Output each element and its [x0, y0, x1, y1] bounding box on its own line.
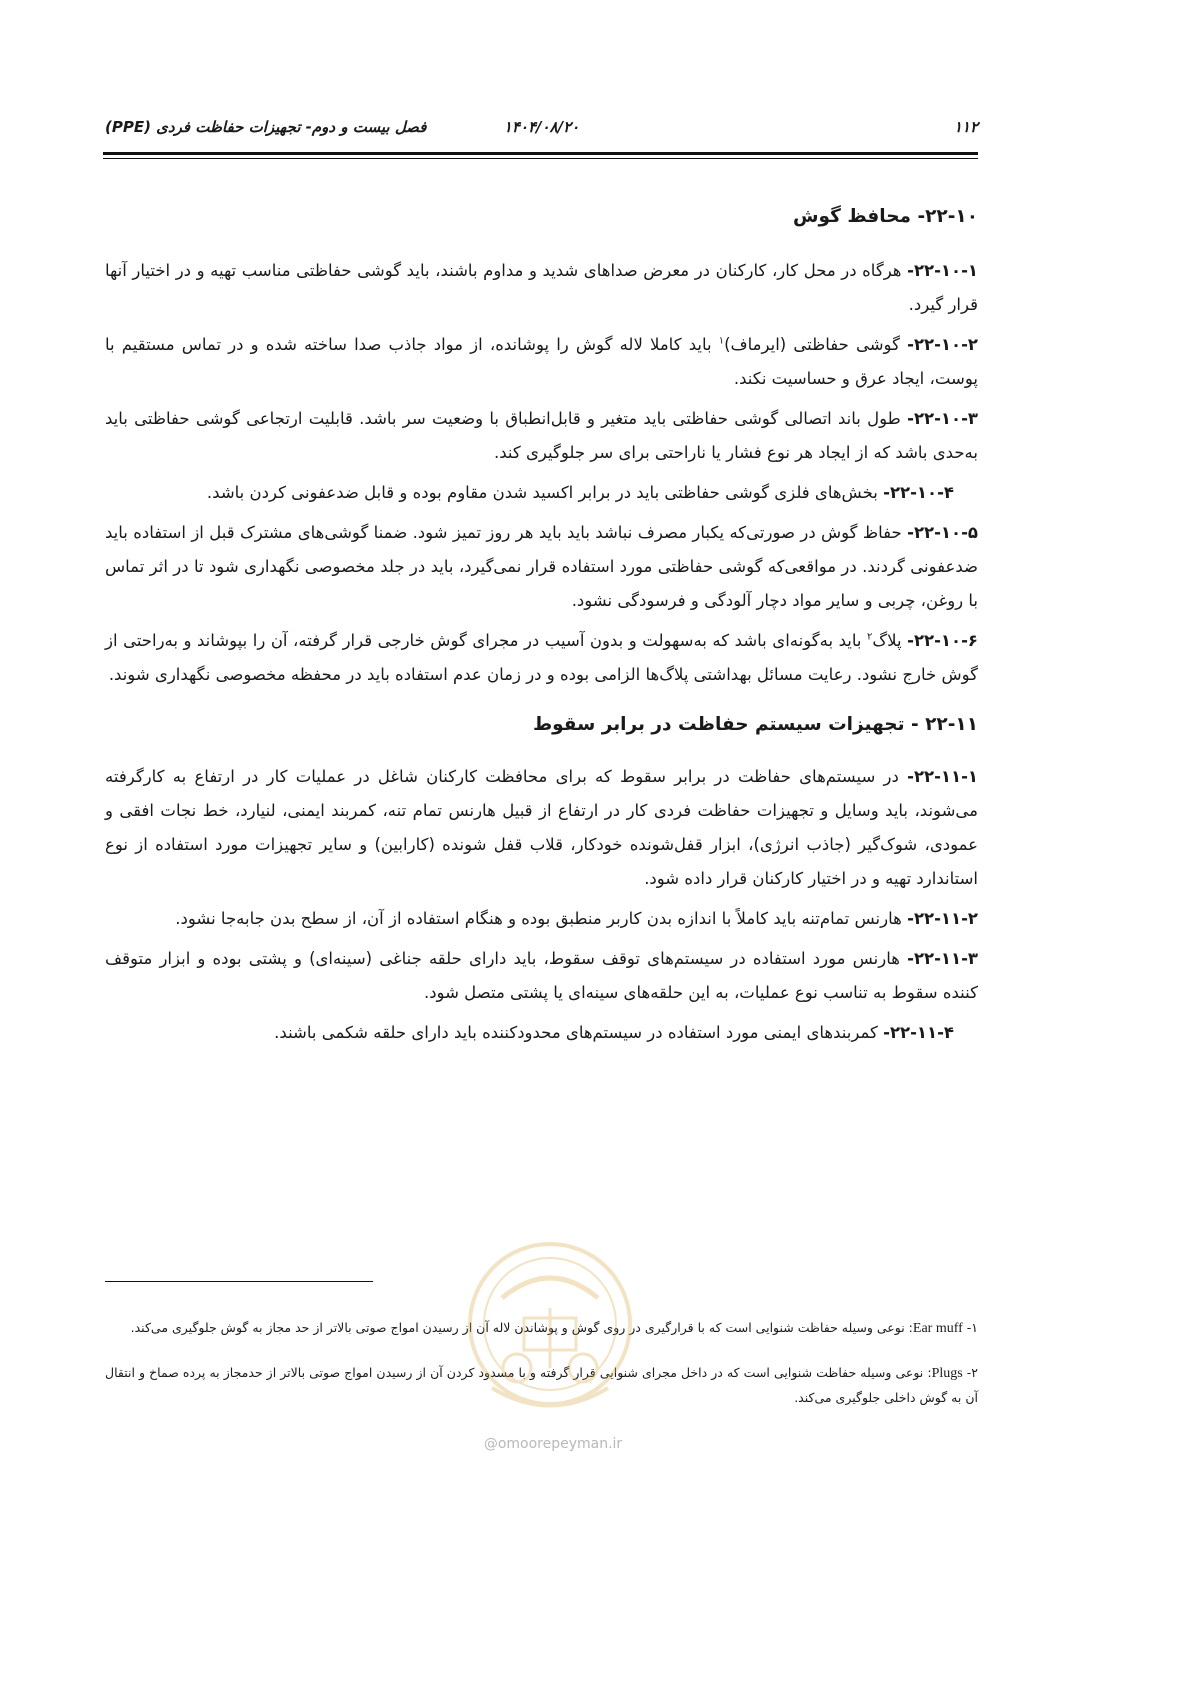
clause-number: ۲۲-۱۰-۳-: [907, 409, 978, 428]
section-heading-fall-protection: ۲۲-۱۱ - تجهیزات سیستم حفاظت در برابر سقوط: [532, 714, 978, 735]
watermark-url: @omoorepeyman.ir: [483, 1436, 623, 1452]
clause-number: ۲۲-۱۰-۶-: [907, 631, 978, 650]
document-body: [105, 200, 978, 1056]
footnote-ref-1[interactable]: ۱: [718, 335, 725, 347]
paragraph-22-10-6: [105, 624, 978, 692]
clause-number: ۲۲-۱۰-۲-: [907, 335, 978, 354]
clause-number: ۲۲-۱۱-۴-: [883, 1023, 954, 1042]
clause-text: هرگاه در محل کار، کارکنان در معرض صداهای شدید و مداوم باشند، باید گوشی حفاظتی مناسب تهیه و در اختیار آنها قرار گیرد.: [105, 261, 978, 314]
clause-number: ۲۲-۱۱-۲-: [907, 909, 978, 928]
clause-text: باید کاملا لاله گوش را پوشانده، از مواد جاذب صدا ساخته شده و در تماس مستقیم با پوست، ایجاد عرق و حساسیت نکند.: [105, 335, 978, 388]
page-header: [105, 118, 978, 140]
clause-number: ۲۲-۱۰-۵-: [907, 523, 978, 542]
clause-text: بخش‌های فلزی گوشی حفاظتی باید در برابر اکسید شدن مقاوم بوده و قابل ضدعفونی کردن باشد.: [206, 483, 884, 502]
footnote-term: Ear muff: [912, 1321, 963, 1336]
header-rule-thin: [103, 158, 978, 159]
clause-text: کمربندهای ایمنی مورد استفاده در سیستم‌های محدودکننده باید دارای حلقه شکمی باشند.: [274, 1023, 884, 1042]
footnote-marker: ۲-: [966, 1365, 978, 1380]
footnote-text: : نوعی وسیله حفاظت شنوایی است که در داخل مجرای شنوایی قرار گرفته و با مسدود کردن آن از رسیدن امواج صوتی بالاتر از حدمجاز به پرده صماخ و انتقال آن به گوش داخلی جلوگیری می‌کند.: [105, 1365, 978, 1405]
footnote-term: Plugs: [931, 1366, 963, 1381]
paragraph-22-10-2: [105, 328, 978, 396]
clause-text: طول باند اتصالی گوشی حفاظتی باید متغیر و قابل‌انطباق با وضعیت سر باشد. قابلیت ارتجاعی گوشی حفاظتی باید به‌حدی باشد که از ایجاد هر نوع فشار یا ناراحتی برای سر جلوگیری کند.: [105, 409, 978, 462]
clause-text: هارنس مورد استفاده در سیستم‌های توقف سقوط، باید دارای حلقه جناغی (سینه‌ای) و پشتی بوده و ابزار متوقف کننده سقوط به تناسب نوع عملیات، به این حلقه‌های سینه‌ای یا پشتی متصل شود.: [105, 949, 978, 1002]
clause-number: ۲۲-۱۱-۳-: [907, 949, 978, 968]
clause-text: هارنس تمام‌تنه باید کاملاً با اندازه بدن کاربر منطبق بوده و هنگام استفاده از آن، از سطح بدن جابه‌جا نشود.: [175, 909, 908, 928]
clause-text: باید به‌گونه‌ای باشد که به‌سهولت و بدون آسیب در مجرای گوش خارجی قرار گرفته، آن را بپوشاند و به‌راحتی از گوش خارج نشود. رعایت مسائل بهداشتی پلاگ‌ها الزامی بوده و در زمان عدم استفاده باید در محفظه مخصوصی نگهداری شوند.: [105, 631, 978, 684]
header-page-number: ۱۱۲: [953, 118, 978, 136]
paragraph-22-10-3: [105, 402, 978, 470]
header-date: ۱۴۰۴/۰۸/۲۰: [503, 118, 580, 136]
paragraph-22-10-5: [105, 516, 978, 618]
paragraph-22-11-1: [105, 760, 978, 896]
clause-number: ۲۲-۱۰-۴-: [883, 483, 954, 502]
clause-text: حفاظ گوش در صورتی‌که یکبار مصرف نباشد باید باید هر روز تمیز شود. ضمنا گوشی‌های مشترک قبل از استفاده باید ضدعفونی گردند. در مواقعی‌که گوشی حفاظتی مورد استفاده قرار نمی‌گیرد، باید در جلد مخصوصی نگهداری شود تا در اثر تماس با روغن، چربی و سایر مواد دچار آلودگی و فرسودگی نشود.: [105, 523, 978, 610]
paragraph-22-11-2: [105, 902, 978, 936]
footnote-text: : نوعی وسیله حفاظت شنوایی است که با قرارگیری در روی گوش و پوشاندن لاله آن از رسیدن امواج صوتی بالاتر از حد مجاز به گوش جلوگیری می‌کند.: [130, 1320, 913, 1335]
footnote-marker: ۱-: [966, 1320, 978, 1335]
header-chapter-title: فصل بیست و دوم- تجهیزات حفاظت فردی (PPE): [105, 118, 427, 136]
footnote-separator: [105, 1281, 373, 1282]
paragraph-22-10-1: [105, 254, 978, 322]
clause-text: پلاگ: [872, 631, 908, 650]
watermark-logo-icon: [462, 1238, 638, 1438]
section-heading-ear-protection: ۲۲-۱۰- محافظ گوش: [793, 206, 978, 227]
footnote-ref-2[interactable]: ۲: [866, 631, 873, 643]
paragraph-22-11-4: [105, 1016, 978, 1050]
clause-text: گوشی حفاظتی (ایرماف): [724, 335, 908, 354]
clause-number: ۲۲-۱۰-۱-: [907, 261, 978, 280]
paragraph-22-11-3: [105, 942, 978, 1010]
header-rule-thick: [103, 152, 978, 155]
clause-number: ۲۲-۱۱-۱-: [907, 767, 978, 786]
paragraph-22-10-4: [105, 476, 978, 510]
clause-text: در سیستم‌های حفاظت در برابر سقوط که برای محافظت کارکنان شاغل در عملیات کار در ارتفاع به کارگرفته می‌شوند، باید وسایل و تجهیزات حفاظت فردی کار در ارتفاع از قبیل هارنس تمام تنه، کمربند ایمنی، لنیارد، خط نجات افقی و عمودی، شوک‌گیر (جاذب انرژی)، ابزار قفل‌شونده خودکار، قلاب قفل شونده (کارابین) و سایر تجهیزات مورد استفاده از نوع استاندارد تهیه و در اختیار کارکنان قرار داده شود.: [105, 767, 978, 888]
